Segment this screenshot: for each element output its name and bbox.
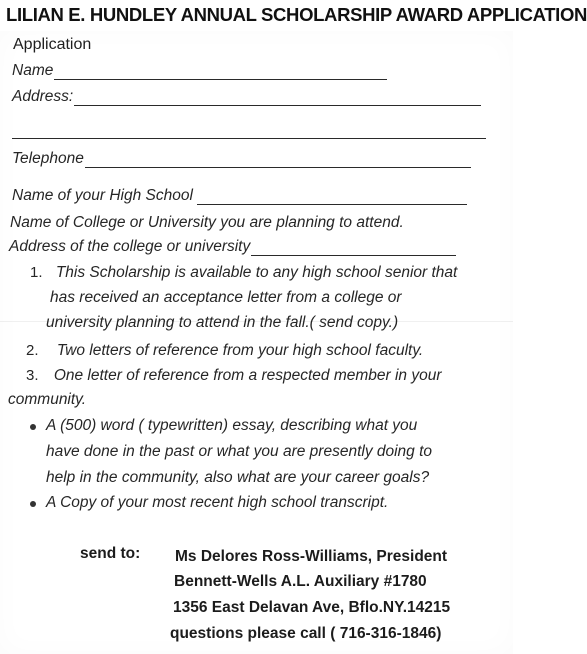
requirement-3-line-1 bbox=[26, 367, 442, 385]
bullet-2-text: A Copy of your most recent high school transcript. bbox=[46, 494, 389, 511]
address-label: Address: bbox=[12, 88, 74, 105]
requirement-2-text: Two letters of reference from your high school faculty. bbox=[56, 342, 424, 359]
send-to-line-3: 1356 East Delavan Ave, Bflo.NY.14215 bbox=[173, 599, 451, 616]
requirement-2-number: 2. bbox=[26, 342, 39, 359]
bullet-1-line-1: A (500) word ( typewritten) essay, describing what you bbox=[46, 417, 418, 434]
requirement-1-number: 1. bbox=[30, 264, 43, 281]
college-label: Name of College or University you are planning to attend. bbox=[10, 214, 404, 231]
send-to-line-1: Ms Delores Ross-Williams, President bbox=[175, 548, 448, 565]
requirement-3-number: 3. bbox=[26, 367, 39, 384]
requirement-3-text-line-1: One letter of reference from a respected member in your bbox=[53, 367, 442, 384]
requirement-2 bbox=[26, 342, 423, 360]
telephone-field bbox=[12, 150, 471, 168]
send-to-label: send to: bbox=[80, 545, 141, 562]
college-address-field bbox=[9, 238, 456, 256]
requirement-1-line-3: university planning to attend in the fall.( send copy.) bbox=[46, 314, 399, 331]
address-blank-line bbox=[74, 91, 481, 106]
college-address-blank-line bbox=[251, 241, 456, 256]
application-heading: Application bbox=[13, 36, 92, 53]
bullet-icon bbox=[30, 424, 36, 430]
address-field bbox=[12, 88, 481, 106]
address-second-line bbox=[12, 138, 486, 139]
high-school-label: Name of your High School bbox=[12, 187, 193, 204]
high-school-field bbox=[12, 187, 467, 205]
college-address-label: Address of the college or university bbox=[9, 238, 251, 255]
application-form-page bbox=[0, 31, 513, 654]
name-field bbox=[12, 62, 387, 80]
name-label: Name bbox=[12, 62, 54, 79]
bullet-1-line-3: help in the community, also what are your career goals? bbox=[46, 469, 430, 486]
telephone-label: Telephone bbox=[12, 150, 84, 167]
requirement-1-text-line-1: This Scholarship is available to any high school senior that bbox=[55, 264, 458, 281]
name-blank-line bbox=[54, 65, 387, 80]
bullet-1-line-2: have done in the past or what you are presently doing to bbox=[46, 443, 433, 460]
send-to-line-2: Bennett-Wells A.L. Auxiliary #1780 bbox=[174, 573, 427, 590]
title-bar bbox=[0, 0, 587, 32]
bullet-icon bbox=[30, 501, 36, 507]
telephone-blank-line bbox=[85, 153, 471, 168]
send-to-line-4: questions please call ( 716-316-1846) bbox=[170, 625, 442, 642]
high-school-blank-line bbox=[197, 190, 467, 205]
requirement-3-line-2: community. bbox=[8, 391, 87, 408]
requirement-1-line-1 bbox=[30, 264, 457, 282]
requirement-1-line-2: has received an acceptance letter from a college or bbox=[50, 289, 402, 306]
scan-artifact-line bbox=[0, 321, 513, 322]
document-title: LILIAN E. HUNDLEY ANNUAL SCHOLARSHIP AWARD APPLICATION bbox=[6, 4, 587, 25]
